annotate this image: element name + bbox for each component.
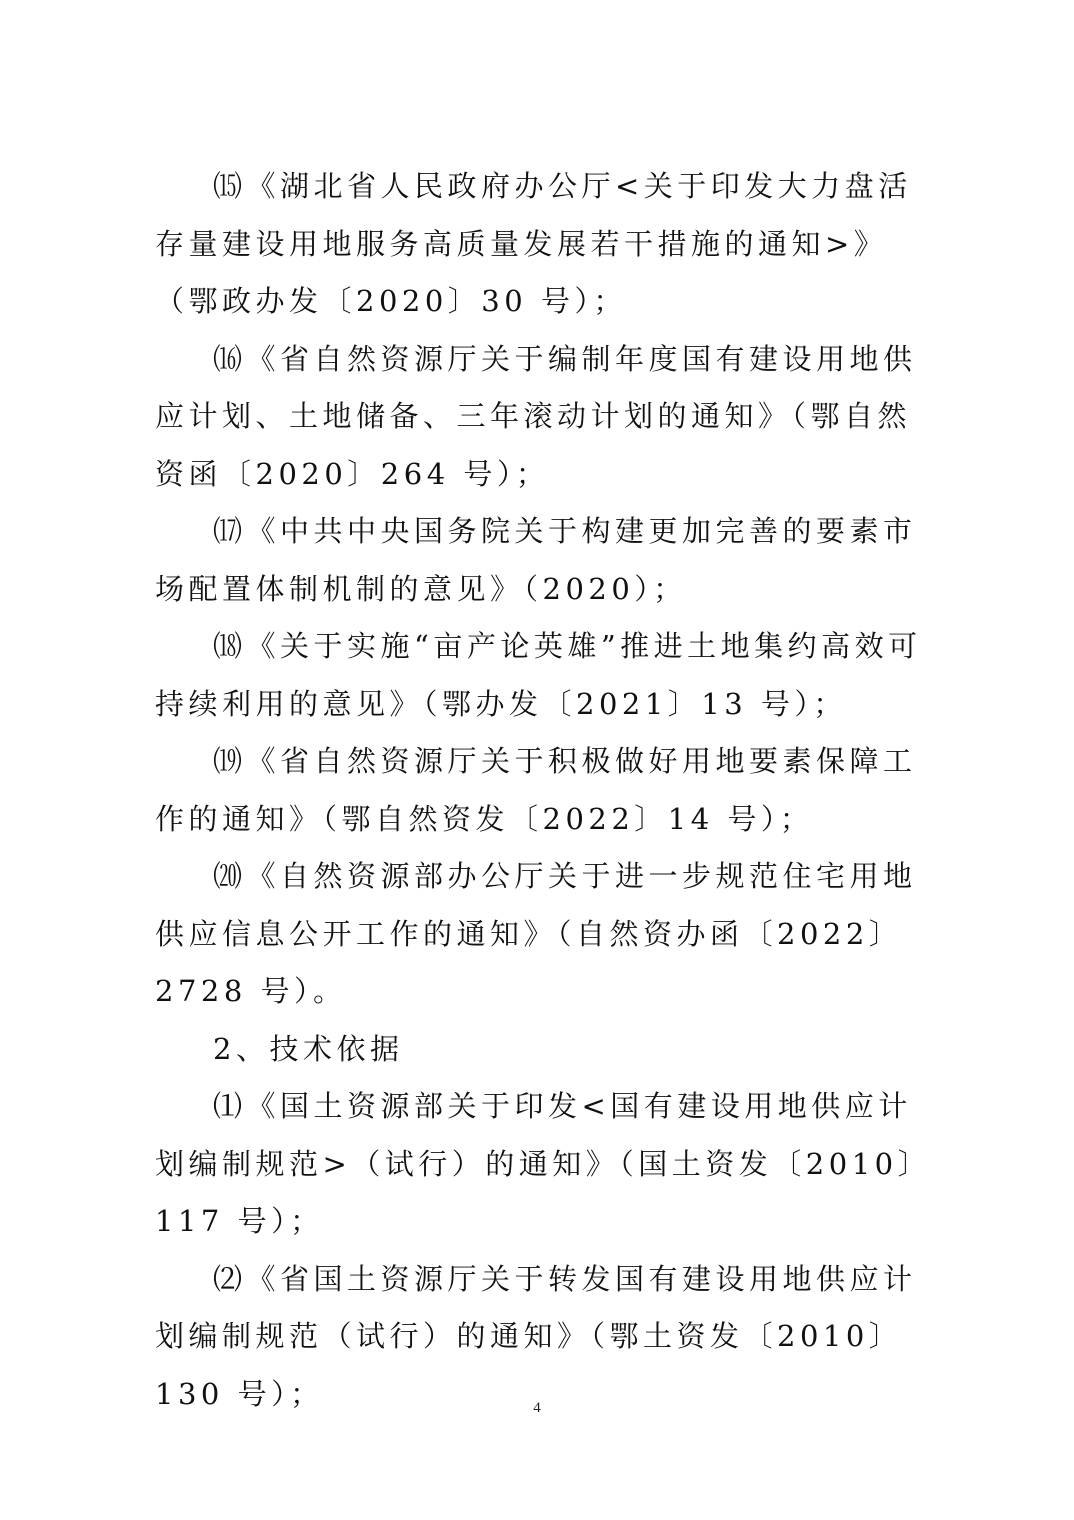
section-heading-technical-basis: 2、技术依据 [213, 1031, 404, 1066]
paragraph-tech-1: ⑴《国土资源部关于印发<国有建设用地供应计划编制规范>（试行）的通知》（国土资发〔2010〕117 号）； [155, 1089, 917, 1238]
paragraph-16: ⒃《省自然资源厅关于编制年度国有建设用地供应计划、土地储备、三年滚动计划的通知》（鄂自然资函〔2020〕264 号）； [155, 341, 917, 491]
paragraph-19: ⒆《省自然资源厅关于积极做好用地要素保障工作的通知》（鄂自然资发〔2022〕14 号）； [155, 744, 917, 836]
paragraph-tech-2: ⑵《省国土资源厅关于转发国有建设用地供应计划编制规范（试行）的通知》（鄂土资发〔2010〕130 号）； [155, 1261, 917, 1411]
paragraph-15: ⒂《湖北省人民政府办公厅<关于印发大力盘活存量建设用地服务高质量发展若干措施的通知>》（鄂政办发〔2020〕30 号）； [155, 169, 912, 318]
paragraph-20: ⒇《自然资源部办公厅关于进一步规范住宅用地供应信息公开工作的通知》（自然资办函〔2022〕2728 号）。 [155, 859, 917, 1008]
paragraph-18: ⒅《关于实施“亩产论英雄”推进土地集约高效可持续利用的意见》（鄂办发〔2021〕13 号）； [155, 629, 922, 721]
body-text [155, 158, 925, 1423]
paragraph-17: ⒄《中共中央国务院关于构建更加完善的要素市场配置体制机制的意见》（2020）； [155, 514, 917, 606]
page-number: 4 [533, 1400, 541, 1416]
